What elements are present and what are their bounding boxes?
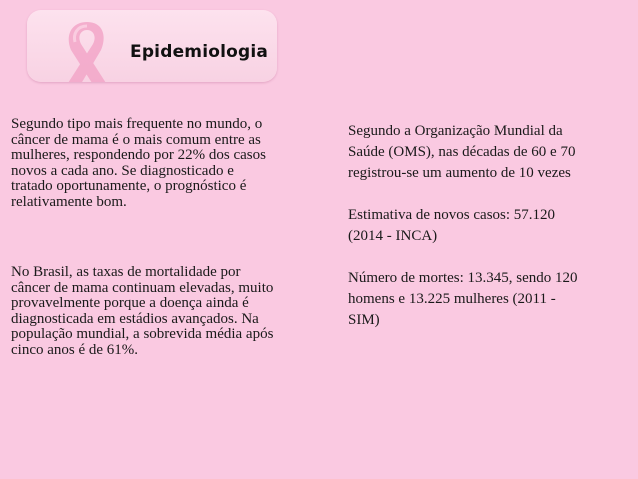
left-paragraph-mortality: No Brasil, as taxas de mortalidade por câncer de mama continuam elevadas, muito provavelmente porque a doença ainda é diagnosticada em estádios avançados. Na população mundial, a sobrevida média após cinco anos é de 61%. — [11, 264, 274, 358]
page-title: Epidemiologia — [130, 42, 269, 62]
pink-ribbon-icon — [41, 14, 131, 82]
right-paragraph-deaths: Número de mortes: 13.345, sendo 120 homens e 13.225 mulheres (2011 - SIM) — [348, 270, 578, 328]
right-paragraph-oms: Segundo a Organização Mundial da Saúde (OMS), nas décadas de 60 e 70 registrou-se um aumento de 10 vezes — [348, 123, 576, 181]
right-paragraph-estimate: Estimativa de novos casos: 57.120 (2014 - INCA) — [348, 207, 556, 244]
left-paragraph-incidence: Segundo tipo mais frequente no mundo, o câncer de mama é o mais comum entre as mulheres, respondendo por 22% dos casos novos a cada ano. Se diagnosticado e tratado oportunamente, o prognóstico é relativamente bom. — [11, 116, 266, 210]
title-box — [27, 10, 277, 82]
